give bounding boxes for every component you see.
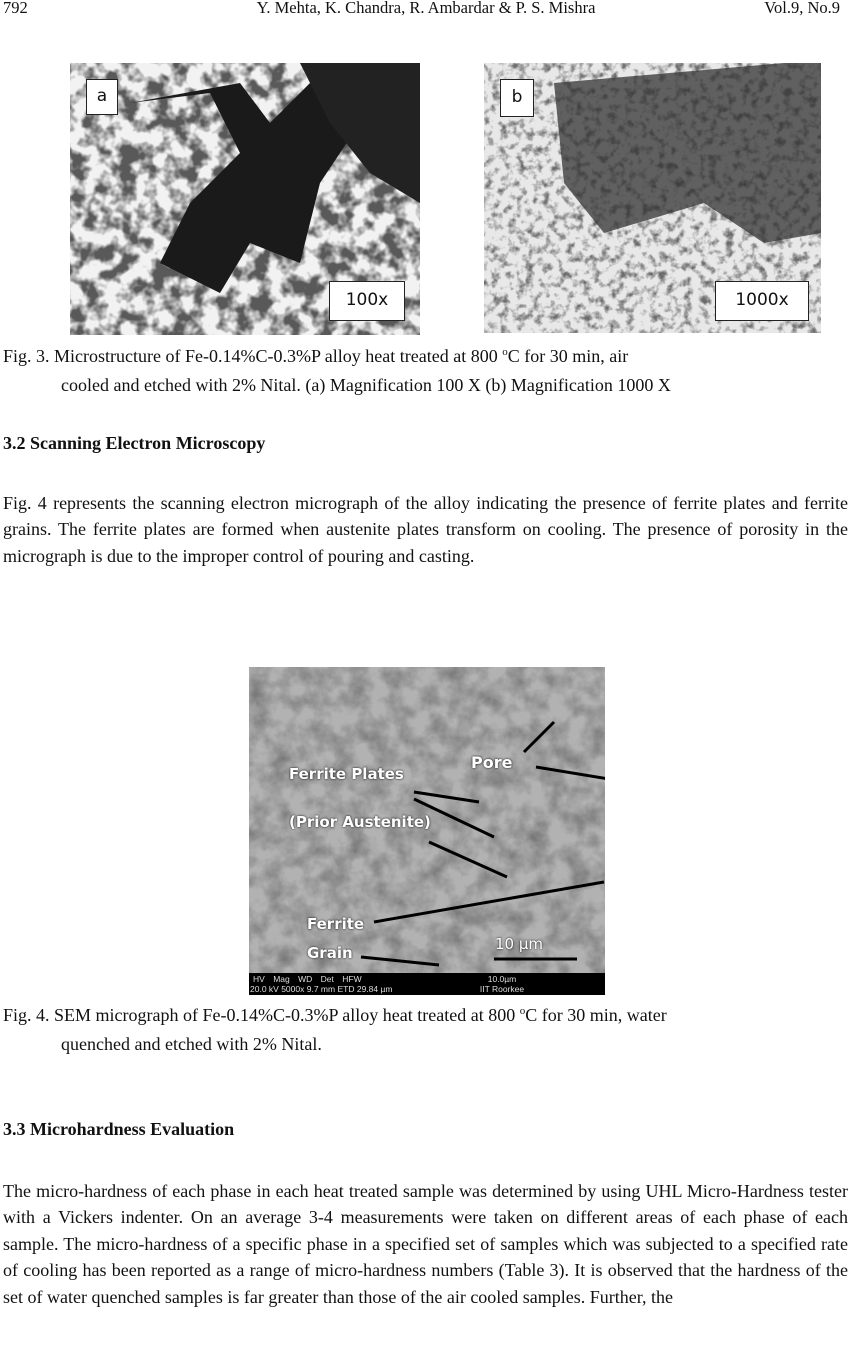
section-3-2-paragraph: Fig. 4 represents the scanning electron micrograph of the alloy indicating the presence of ferrite plates and ferrite grains. The ferrite plates are formed when austenite plates transform on cooling. The presence of porosity in the micrograph is due to the improper control of pouring and casting.: [3, 493, 848, 566]
label-scale: 10 µm: [495, 935, 544, 953]
db-institution: IIT Roorkee: [479, 984, 525, 994]
panel-label-b: b: [500, 79, 534, 117]
sem-texture: [249, 667, 605, 995]
label-ferrite: Ferrite: [307, 915, 365, 933]
caption-text-line2: cooled and etched with 2% Nital. (a) Magnification 100 X (b) Magnification 1000 X: [61, 375, 671, 395]
figure-4-caption: [3, 997, 848, 1059]
micrograph-100x: [70, 63, 420, 335]
db-mag-header: Mag: [273, 974, 290, 984]
label-grain: Grain: [307, 944, 353, 962]
caption-text-line2: quenched and etched with 2% Nital.: [61, 1034, 322, 1054]
magnification-label-1000x: 1000x: [715, 281, 809, 321]
page-number: 792: [3, 0, 28, 17]
degree-sup: o: [502, 346, 508, 358]
label-ferrite-plates: Ferrite Plates: [289, 765, 404, 783]
caption-text: Fig. 4. SEM micrograph of Fe-0.14%C-0.3%P alloy heat treated at 800: [3, 1005, 520, 1025]
caption-text: Fig. 3. Microstructure of Fe-0.14%C-0.3%P alloy heat treated at 800: [3, 346, 503, 366]
db-wd-header: WD: [298, 974, 313, 984]
db-scale: 10.0µm: [487, 974, 517, 984]
label-pore: Pore: [471, 753, 513, 772]
sem-databar: [249, 973, 605, 995]
section-3-3-paragraph: The micro-hardness of each phase in each heat treated sample was determined by using UHL Micro-Hardness tester with a Vickers indenter. On an average 3-4 measurements were taken on different areas of each phase of each sample. The micro-hardness of a specific phase in a specified set of samples which was subjected to a specified rate of cooling has been reported as a range of micro-hardness numbers (Table 3). It is observed that the hardness of the set of water quenched samples is far greater than those of the air cooled samples. Further, the: [3, 1181, 848, 1307]
running-header-volume: Vol.9, No.9: [764, 0, 840, 17]
db-mag: 5000x: [281, 984, 305, 994]
db-det-header: Det: [320, 974, 334, 984]
degree-sup: o: [519, 1005, 526, 1017]
db-det: ETD: [337, 984, 355, 994]
db-hfw-header: HFW: [342, 974, 362, 984]
magnification-label-100x: 100x: [329, 281, 405, 321]
panel-label-a: a: [86, 79, 118, 115]
caption-text: C for 30 min, air: [507, 346, 629, 366]
running-header-authors: Y. Mehta, K. Chandra, R. Ambardar & P. S. Mishra: [256, 0, 596, 17]
db-hv: 20.0 kV: [250, 984, 279, 994]
sem-micrograph: [249, 667, 605, 995]
db-hv-header: HV: [253, 974, 265, 984]
label-prior-austenite: (Prior Austenite): [289, 813, 431, 831]
figure-3-caption: [3, 338, 848, 400]
micrograph-1000x: [484, 63, 821, 333]
db-wd: 9.7 mm: [306, 984, 336, 994]
section-heading-3-2: 3.2 Scanning Electron Microscopy: [3, 433, 266, 453]
section-heading-3-3: 3.3 Microhardness Evaluation: [3, 1119, 235, 1139]
caption-text: C for 30 min, water: [525, 1005, 667, 1025]
db-hfw: 29.84 µm: [356, 984, 393, 994]
